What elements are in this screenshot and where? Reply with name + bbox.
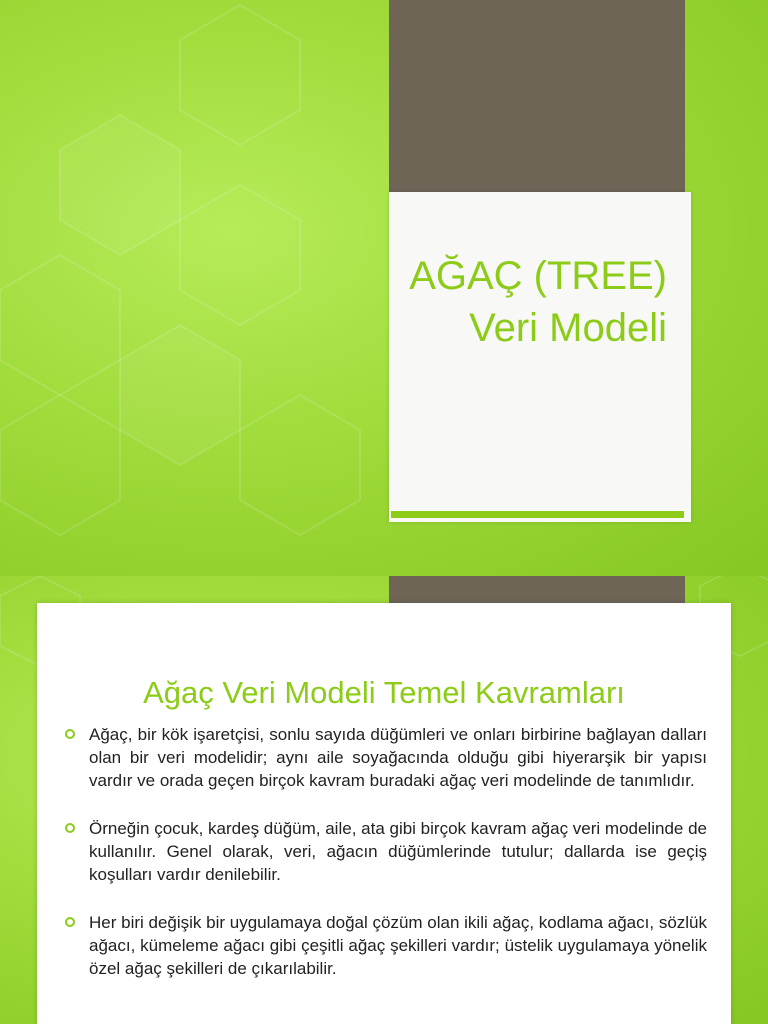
bullet-item	[65, 911, 707, 980]
bullet-list	[65, 723, 707, 1005]
bullet-item	[65, 817, 707, 886]
bullet-item	[65, 723, 707, 792]
content-slide	[0, 576, 768, 1024]
hollow-circle-bullet-icon	[65, 823, 75, 833]
content-panel	[37, 603, 731, 1024]
title-line-1: AĞAÇ (TREE)	[409, 254, 667, 298]
bullet-text: Örneğin çocuk, kardeş düğüm, aile, ata gibi birçok kavram ağaç veri modelinde de kullanılır. Genel olarak, veri, ağacın düğümlerinde tutulur; dallarda ise geçiş koşulları vardır denilebilir.	[89, 819, 707, 884]
slide-title	[387, 250, 667, 354]
bullet-text: Ağaç, bir kök işaretçisi, sonlu sayıda düğümleri ve onları birbirine bağlayan dalları olan bir veri modelidir; aynı aile soyağacında olduğu gibi hiyerarşik bir yapısı vardır ve orada geçen birçok kavram buradaki ağaç veri modelinde de tanımlıdır.	[89, 725, 707, 790]
bullet-text: Her biri değişik bir uygulamaya doğal çözüm olan ikili ağaç, kodlama ağacı, sözlük ağacı, kümeleme ağacı gibi çeşitli ağaç şekilleri vardır; üstelik uygulamaya yönelik özel ağaç şekilleri de çıkarılabilir.	[89, 913, 707, 978]
title-panel	[389, 192, 691, 522]
hollow-circle-bullet-icon	[65, 917, 75, 927]
title-accent-bar	[391, 511, 684, 518]
title-top-bar	[389, 0, 685, 192]
content-heading: Ağaç Veri Modeli Temel Kavramları	[143, 675, 625, 710]
hollow-circle-bullet-icon	[65, 729, 75, 739]
title-line-2: Veri Modeli	[469, 306, 667, 350]
